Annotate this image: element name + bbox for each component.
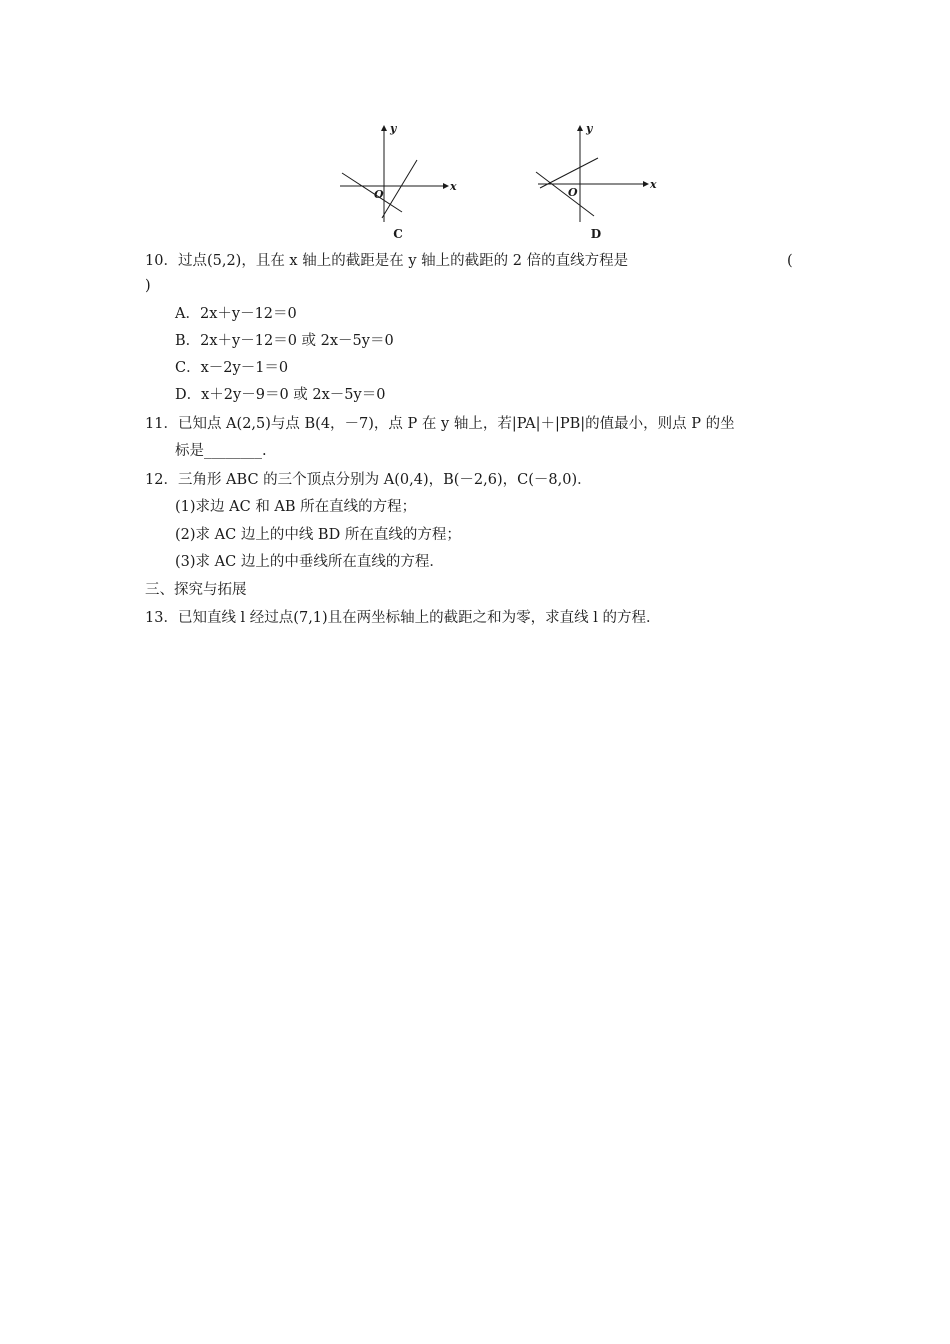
x-axis-label: x [650, 178, 657, 191]
q11-line1: 11．已知点 A(2,5)与点 B(4，－7)，点 P 在 y 轴上，若|PA|＋|PB|的值最小，则点 P 的坐 [145, 416, 735, 432]
figure-label: D [590, 227, 602, 241]
q10-option-a: A．2x＋y－12＝0 [175, 306, 297, 322]
q11-line2: 标是________. [175, 443, 267, 459]
q12-part-3: (3)求 AC 边上的中垂线所在直线的方程． [175, 554, 444, 570]
q10-option-d: D．x＋2y－9＝0 或 2x－5y＝0 [175, 387, 386, 403]
q13-stem: 13．已知直线 l 经过点(7,1)且在两坐标轴上的截距之和为零，求直线 l 的方程． [145, 610, 661, 626]
figure-label: C [393, 227, 403, 241]
q12-part-1: (1)求边 AC 和 AB 所在直线的方程； [175, 499, 417, 515]
q12-stem: 12．三角形 ABC 的三个顶点分别为 A(0,4)，B(－2,6)，C(－8,0)． [145, 472, 592, 488]
origin-label: O [568, 186, 578, 199]
y-axis-label: y [390, 122, 397, 135]
y-axis-label: y [586, 122, 593, 135]
figure-d [530, 118, 660, 241]
figure-c [330, 118, 460, 241]
section-3-heading: 三、探究与拓展 [145, 582, 247, 598]
q10-answer-paren-open: ( [787, 253, 793, 269]
graph-c [330, 118, 460, 223]
graph-d [530, 118, 660, 223]
line-1 [342, 173, 402, 212]
line-1 [536, 172, 594, 216]
line-2 [382, 160, 417, 218]
q10-answer-paren-close: ) [145, 278, 151, 294]
q10-stem: 10．过点(5,2)，且在 x 轴上的截距是在 y 轴上的截距的 2 倍的直线方程是 [145, 253, 629, 269]
q12-part-2: (2)求 AC 边上的中线 BD 所在直线的方程； [175, 527, 461, 543]
figures-row [330, 118, 660, 243]
q10-option-c: C．x－2y－1＝0 [175, 360, 289, 376]
q10-option-b: B．2x＋y－12＝0 或 2x－5y＝0 [175, 333, 394, 349]
x-axis-label: x [450, 180, 457, 193]
origin-label: O [374, 188, 384, 201]
